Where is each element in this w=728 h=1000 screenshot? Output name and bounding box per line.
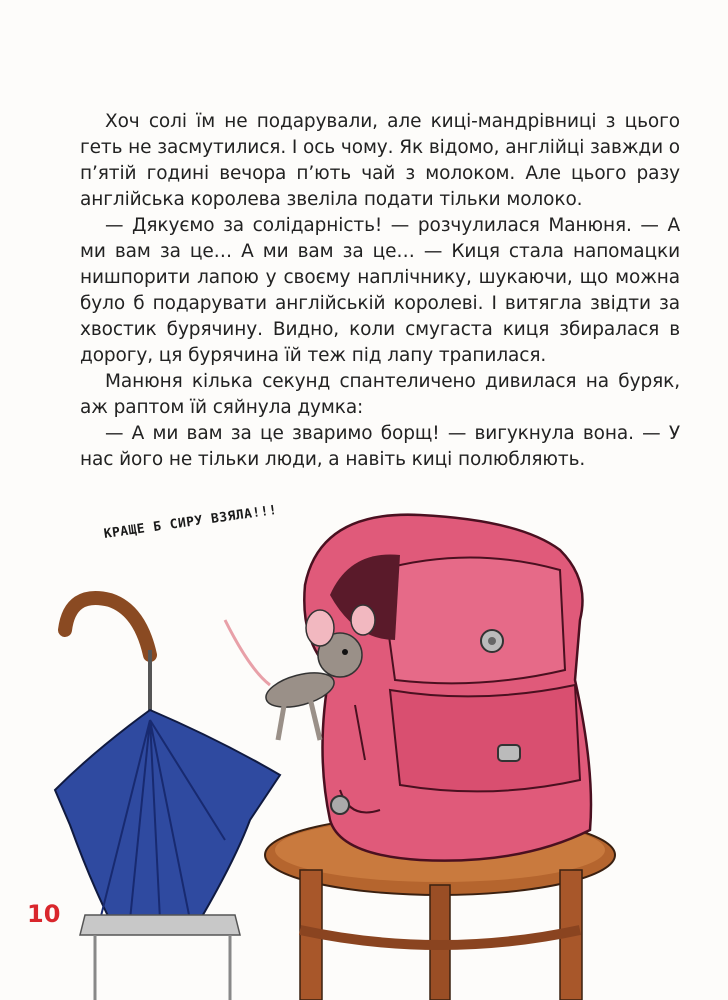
- backpack-mouse-illustration: [0, 490, 728, 1000]
- paragraph-4: — А ми вам за це зваримо борщ! — вигукнула вона. — У нас його не тільки люди, а навіть киці полюбляють.: [80, 423, 680, 470]
- paragraph-2: — Дякуємо за солідарність! — розчулилася Манюня. — А ми вам за це… А ми вам за це… — Киця стала напомацки нишпорити лапою у своєму наплічнику, шукаючи, що можна було б подарувати англійській королеві. І витягла звідти за хвостик бурячину. Видно, коли смугаста киця збиралася в дорогу, ця бурячина їй теж під лапу трапилася.: [80, 215, 680, 366]
- paragraph-1: Хоч солі їм не подарували, але киці-мандрівниці з цього геть не засмутилися. І ось чому. Як відомо, англійці завжди о п’ятій годині вечора п’ють чай з молоком. Але цього разу англійська королева звеліла подати тільки молоко.: [80, 111, 681, 210]
- paragraph-3: Манюня кілька секунд спантеличено дивилася на буряк, аж раптом їй сяйнула думка:: [80, 371, 680, 418]
- backpack: [304, 515, 591, 861]
- speech-caption: КРАЩЕ Б СИРУ ВЗЯЛА!!!: [102, 502, 279, 542]
- story-text: [80, 109, 680, 473]
- page-number: 10: [27, 900, 61, 928]
